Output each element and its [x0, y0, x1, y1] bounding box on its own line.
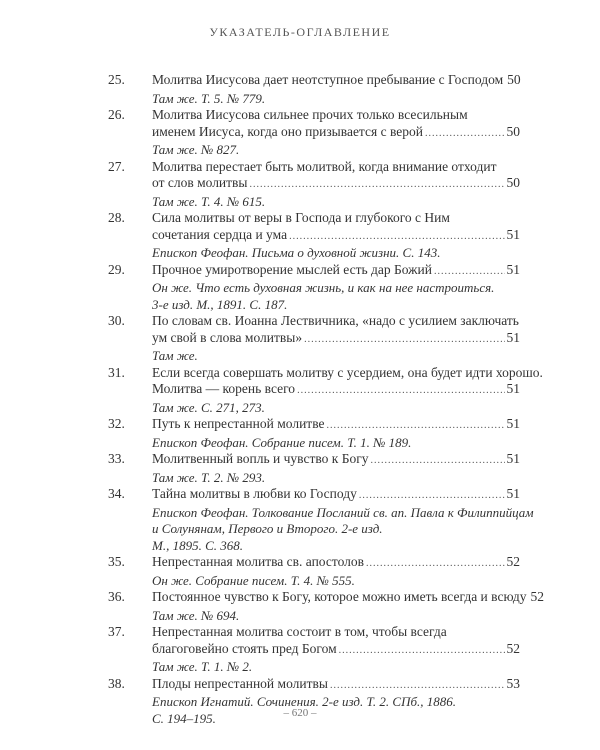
dot-leader	[330, 678, 505, 695]
page-footer	[0, 707, 600, 719]
entry-page-number: 52	[506, 554, 520, 569]
entry-title-line: Молитва — корень всего	[152, 381, 296, 396]
entry-source	[152, 659, 520, 676]
entry-number: 27.	[108, 158, 125, 174]
entry-number: 30.	[108, 313, 125, 328]
entry-source	[152, 280, 520, 313]
entry-page-number: 51	[506, 486, 520, 501]
entry-title-line: По словам св. Иоанна Лествичника, «надо с усилием заключать	[152, 313, 519, 328]
entry-source-line: и Солунянам, Первого и Второго. 2-е изд.	[152, 521, 383, 536]
entry-source	[152, 91, 520, 108]
entry-number: 33.	[108, 451, 125, 466]
entry-title-line: Постоянное чувство к Богу, которое можно иметь всегда и всюду	[152, 589, 527, 604]
entry-source	[152, 348, 520, 365]
entry-page-number: 51	[506, 381, 520, 396]
entry-page-number: 53	[506, 675, 520, 691]
dot-leader	[250, 177, 505, 194]
dot-leader	[371, 453, 505, 470]
entry-source	[152, 400, 520, 417]
entry-source-line: Там же. Т. 5. № 779.	[152, 90, 266, 106]
entry-page-number: 51	[506, 226, 520, 242]
entry-title-line: Непрестанная молитва св. апостолов	[152, 554, 365, 569]
toc-entry	[108, 589, 544, 624]
entry-number: 25.	[108, 72, 125, 87]
entry-source-line: Епископ Феофан. Собрание писем. Т. 1. № 189.	[152, 434, 412, 450]
dot-leader	[359, 488, 505, 505]
entry-number: 28.	[108, 210, 125, 225]
entry-source	[152, 504, 534, 555]
toc-entry	[108, 364, 543, 417]
entry-source-line: Епископ Феофан. Письма о духовной жизни. С. 143.	[152, 245, 441, 260]
entry-title-line: Плоды непрестанной молитвы	[152, 675, 328, 691]
entry-title-line: ум свой в слова молитвы»	[152, 329, 303, 345]
dot-leader	[434, 264, 505, 281]
entry-page-number: 51	[506, 329, 520, 345]
dot-leader	[425, 126, 505, 143]
footer-dash-right: –	[311, 707, 317, 719]
entry-source-line: Там же. Т. 2. № 293.	[152, 469, 266, 485]
entry-page-number: 51	[506, 416, 520, 431]
toc-entry	[108, 313, 520, 365]
entry-number: 29.	[108, 261, 125, 277]
toc-entry	[108, 486, 534, 554]
entry-source-line: С. 194–195.	[152, 710, 216, 726]
entry-source	[152, 470, 520, 487]
entry-page-number: 50	[506, 123, 520, 139]
toc-entry	[108, 107, 520, 159]
toc-entry	[108, 262, 520, 314]
entry-source-line: Там же. Т. 4. № 615.	[152, 193, 266, 209]
entry-title-line: именем Иисуса, когда оно призывается с верой	[152, 123, 423, 139]
entry-source	[152, 608, 520, 625]
entry-source-line: Там же.	[152, 348, 198, 363]
entry-source-line: М., 1895. С. 368.	[152, 537, 243, 553]
entry-title-line: Молитва Иисусова сильнее прочих только всесильным	[152, 107, 468, 122]
entry-title-line: от слов молитвы	[152, 175, 248, 190]
dot-leader	[289, 229, 504, 246]
entry-number: 34.	[108, 486, 125, 501]
dot-leader	[297, 383, 504, 400]
entry-source-line: Там же. С. 271, 273.	[152, 399, 265, 415]
toc-entry	[108, 554, 520, 589]
entry-title-line: Непрестанная молитва состоит в том, чтобы всегда	[152, 624, 447, 639]
entry-source	[152, 142, 520, 159]
entry-source-line: Там же. № 694.	[152, 607, 240, 623]
toc-entry	[108, 72, 520, 107]
table-of-contents	[108, 72, 544, 727]
entry-source-line: Там же. Т. 1. № 2.	[152, 659, 253, 674]
toc-entry	[108, 416, 520, 451]
entry-title-line: благоговейно стоять пред Богом	[152, 640, 337, 656]
entry-source-line: Он же. Собрание писем. Т. 4. № 555.	[152, 572, 355, 588]
footer-dash-left: –	[283, 707, 289, 719]
toc-entry	[108, 159, 520, 211]
entry-title-line: Молитва Иисусова дает неотступное пребывание с Господом	[152, 72, 504, 87]
entry-source	[152, 435, 520, 452]
entry-number: 31.	[108, 364, 125, 380]
entry-source-line: Там же. № 827.	[152, 142, 240, 157]
toc-entry	[108, 676, 520, 728]
entry-source	[152, 245, 520, 262]
entry-page-number: 50	[506, 175, 520, 190]
entry-source	[152, 573, 520, 590]
entry-page-number: 51	[506, 261, 520, 277]
entry-number: 38.	[108, 675, 125, 691]
entry-source-line: Он же. Что есть духовная жизнь, и как на нее настроиться.	[152, 280, 495, 295]
entry-title-line: Прочное умиротворение мыслей есть дар Божий	[152, 261, 432, 277]
entry-title-line: сочетания сердца и ума	[152, 226, 288, 242]
entry-source	[152, 194, 520, 211]
toc-entry	[108, 624, 520, 676]
entry-title-line: Тайна молитвы в любви ко Господу	[152, 486, 357, 501]
entry-page-number: 50	[507, 72, 521, 87]
running-header: УКАЗАТЕЛЬ-ОГЛАВЛЕНИЕ	[209, 25, 391, 39]
entry-page-number: 52	[530, 589, 544, 604]
entry-number: 32.	[108, 416, 125, 431]
entry-number: 36.	[108, 589, 125, 604]
entry-title-line: Если всегда совершать молитву с усердием, она будет идти хорошо.	[152, 364, 543, 380]
entry-page-number: 51	[506, 451, 520, 466]
entry-title-line: Сила молитвы от веры в Господа и глубокого с Ним	[152, 210, 450, 225]
toc-entry	[108, 451, 520, 486]
entry-title-line: Молитва перестает быть молитвой, когда внимание отходит	[152, 158, 497, 174]
entry-number: 26.	[108, 107, 125, 122]
entry-title-line: Путь к непрестанной молитве	[152, 416, 325, 431]
toc-entry	[108, 210, 520, 262]
dot-leader	[366, 556, 504, 573]
entry-title-line: Молитвенный вопль и чувство к Богу	[152, 451, 369, 466]
entry-source-line: Епископ Игнатий. Сочинения. 2-е изд. Т. 2. СПб., 1886.	[152, 694, 457, 709]
entry-source-line: Епископ Феофан. Толкование Посланий св. ап. Павла к Филиппийцам	[152, 504, 534, 520]
entry-number: 37.	[108, 624, 125, 639]
entry-number: 35.	[108, 554, 125, 569]
dot-leader	[304, 332, 504, 349]
dot-leader	[339, 643, 505, 660]
entry-page-number: 52	[506, 640, 520, 656]
page-number: 620	[291, 707, 309, 719]
entry-source-line: 3-е изд. М., 1891. С. 187.	[152, 296, 288, 312]
dot-leader	[327, 418, 505, 435]
